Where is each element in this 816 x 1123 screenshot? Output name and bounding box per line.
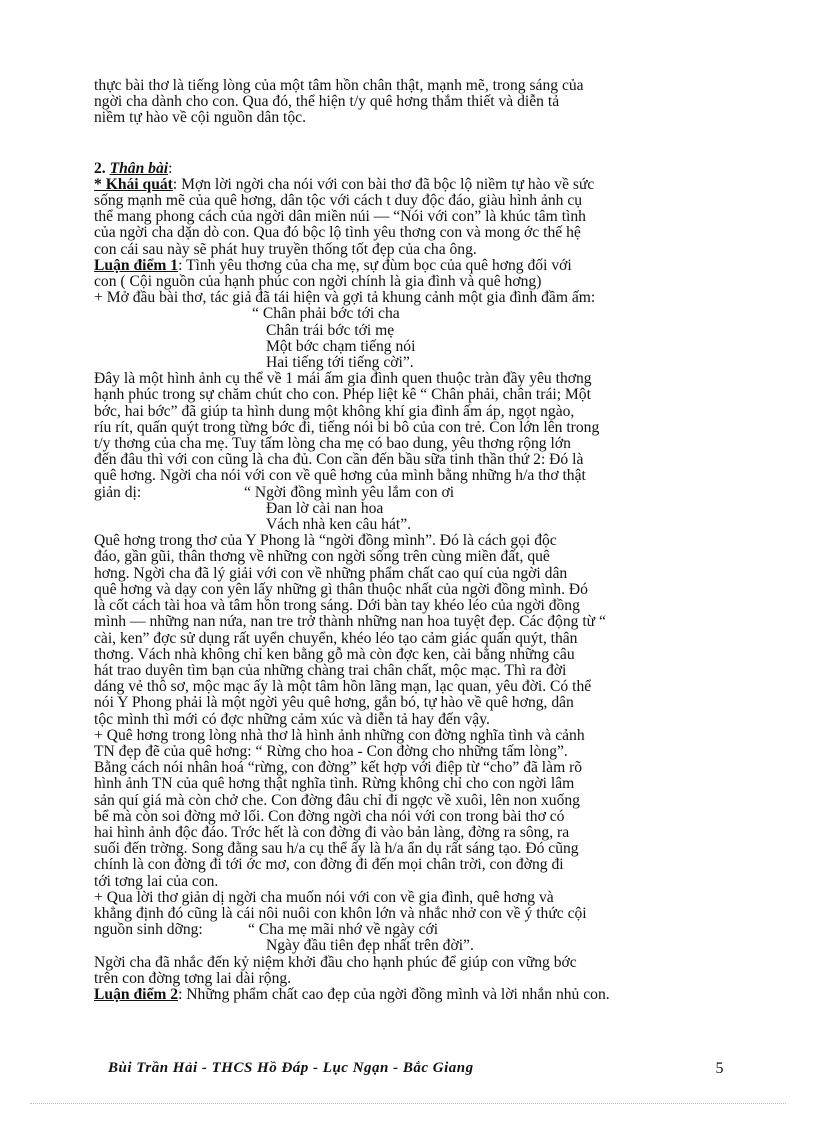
paragraph-6	[94, 955, 734, 987]
text-line: Ngời cha đã nhắc đến kỷ niệm khởi đầu cho hạnh phúc để giúp con vững bớc	[94, 953, 577, 971]
text-line: niềm tự hào về cội nguồn dân tộc.	[94, 109, 306, 127]
text-line	[94, 922, 734, 938]
text-line: con cái sau này sẽ phát huy truyền thống tốt đẹp của cha ông.	[94, 240, 477, 258]
text-line: đến đâu thì với con cũng là cha đủ. Con cần đến bầu sữa tinh thần thứ 2: Đó là	[94, 451, 584, 469]
paragraph-2	[94, 371, 734, 484]
text-line: là cốt cách tài hoa và tâm hồn trong sáng. Dới bàn tay khéo léo của ngời đồng	[94, 597, 580, 615]
text-line: chính là con đờng đi tới ớc mơ, con đờng đi đến mọi chân trời, con đờng đi	[94, 856, 564, 874]
text-line: cài, ken” đợc sử dụng rất uyển chuyển, khéo léo tạo cảm giác quấn quýt, thân	[94, 629, 578, 647]
section-number: 2.	[94, 159, 106, 177]
luan-diem-1-label: Luận điểm 1	[94, 256, 179, 274]
text-line: hơng. Ngời cha đã lý giải với con về những phẩm chất cao quí của ngời dân	[94, 564, 568, 582]
section-title: Thân bài	[109, 159, 169, 177]
text-line: hát trao duyên tìm bạn của những chàng trai chân chất, mộc mạc. Thì ra đời	[94, 661, 567, 679]
paragraph-4	[94, 728, 734, 890]
text-line: suối đến trờng. Song đằng sau h/a cụ thể ấy là h/a ẩn dụ rất sáng tạo. Đó cũng	[94, 840, 579, 858]
text-line: thơng. Vách nhà không chỉ ken bằng gỗ mà còn đợc ken, cài bằng những câu	[94, 645, 575, 663]
text-line: Quê hơng trong thơ của Y Phong là “ngời đồng mình”. Đó là cách gọi độc	[94, 532, 557, 550]
khai-quat-paragraph	[94, 177, 734, 258]
text-line: dáng vẻ thô sơ, mộc mạc ấy là một tâm hồn lãng mạn, lạc quan, yêu đời. Có thể	[94, 678, 592, 696]
poem-line: “ Chân phải bớc tới cha	[252, 305, 400, 323]
poem-line: Ngày đầu tiên đẹp nhất trên đời”.	[266, 937, 474, 955]
text-line: của ngời cha dặn dò con. Qua đó bộc lộ tình yêu thơng con và mong ớc thế hệ	[94, 224, 581, 242]
luan-diem-2-label: Luận điểm 2	[94, 985, 179, 1003]
text-line: nói Y Phong phải là một ngời yêu quê hơng, gắn bó, tự hào về quê hơng, dân	[94, 694, 574, 712]
poem-3-first: “ Cha mẹ mãi nhớ về ngày cới	[248, 921, 439, 939]
para-5-lead: nguồn sinh dỡng:	[94, 921, 203, 939]
text-line: thể mang phong cách của ngời dân miền núi — “Nói với con” là khúc tâm tình	[94, 208, 586, 226]
text-line: + Quê hơng trong lòng nhà thơ là hình ảnh những con đờng nghĩa tình và cảnh	[94, 726, 585, 744]
text-line: hình ảnh TN của quê hơng thật nghĩa tình. Rừng không chỉ cho con ngời lâm	[94, 775, 575, 793]
text-line: trên con đờng tơng lai dài rộng.	[94, 969, 292, 987]
text-line: + Qua lời thơ giản dị ngời cha muốn nói với con về gia đình, quê hơng và	[94, 888, 554, 906]
khai-quat-label: * Khái quát	[94, 175, 173, 193]
text-line: tộc mình thì mới có đợc những cảm xúc và diễn tả hay đến vậy.	[94, 710, 490, 728]
section-colon: :	[168, 159, 173, 177]
text-line: khẳng định đó cũng là cái nôi nuôi con khôn lớn và nhắc nhở con về ý thức cội	[94, 904, 587, 922]
text-line: bể mà còn soi đờng mở lối. Con đờng ngời cha nói với con trong bài thơ có	[94, 807, 565, 825]
poem-line: Vách nhà ken câu hát”.	[266, 516, 412, 534]
text-line: quê hơng và dạy con yên lấy những gì thân thuộc nhất của ngời đồng mình. Đó	[94, 580, 588, 598]
text-line: sống mạnh mẽ của quê hơng, dân tộc với cách t duy độc đáo, giàu hình ảnh cụ	[94, 192, 583, 210]
poem-line: Chân trái bớc tới mẹ	[266, 321, 395, 339]
poem-line	[94, 485, 734, 501]
document-body	[94, 78, 734, 1003]
text-line: bớc, hai bớc” đã giúp ta hình dung một không khí gia đình ấm áp, ngọt ngào,	[94, 402, 575, 420]
poem-2	[94, 485, 734, 534]
text-line	[94, 258, 734, 274]
intro-paragraph	[94, 78, 734, 127]
text-line: quê hơng. Ngời cha nói với con về quê hơng của mình bằng những h/a thơ thật	[94, 467, 586, 485]
text-line: thực bài thơ là tiếng lòng của một tâm hồn chân thật, mạnh mẽ, trong sáng của	[94, 77, 584, 94]
paragraph-3	[94, 533, 734, 727]
poem-1	[94, 306, 734, 371]
poem-line: Hai tiếng tới tiếng cời”.	[266, 354, 414, 372]
poem-line: Đan lờ cài nan hoa	[266, 499, 384, 517]
text-line: sản quí giá mà còn chở che. Con đờng đâu chỉ đi ngợc về xuôi, lên non xuống	[94, 791, 580, 809]
poem-2-lead: giản dị:	[94, 483, 142, 501]
poem-2-first: “ Ngời đồng mình yêu lắm con ơi	[244, 483, 455, 501]
text-line: Đây là một hình ảnh cụ thể về 1 mái ấm gia đình quen thuộc tràn đầy yêu thơng	[94, 370, 592, 388]
text-line	[94, 177, 734, 193]
text-line: t/y thơng của cha mẹ. Tuy tấm lòng cha mẹ có bao dung, yêu thơng rộng lớn	[94, 435, 571, 453]
text-line: ngời cha dành cho con. Qua đó, thể hiện t/y quê hơng thắm thiết và diễn tả	[94, 93, 560, 111]
paragraph-5	[94, 890, 734, 955]
section-heading	[94, 161, 734, 177]
text-line: TN đẹp đẽ của quê hơng: “ Rừng cho hoa - Con đờng cho những tấm lòng”.	[94, 742, 568, 760]
poem-line: Một bớc chạm tiếng nói	[266, 337, 416, 355]
luan-diem-2	[94, 987, 734, 1003]
page-footer	[108, 1060, 724, 1077]
text-line: + Mở đầu bài thơ, tác giả đã tái hiện và gợi tả khung cảnh một gia đình đầm ấm:	[94, 289, 596, 307]
page-bottom-divider	[30, 1103, 786, 1104]
text-line: đáo, gần gũi, thân thơng về những con ngời sống trên cùng miền đất, quê	[94, 548, 550, 566]
text-line: con ( Cội nguồn của hạnh phúc con ngời chính là gia đình và quê hơng)	[94, 273, 542, 291]
footer-author: Bùi Trần Hải - THCS Hồ Đáp - Lục Ngạn - Bắc Giang	[108, 1060, 474, 1076]
khai-quat-first: : Mợn lời ngời cha nói với con bài thơ đã bộc lộ niềm tự hào về sức	[172, 175, 595, 193]
luan-diem-2-rest: : Những phẩm chất cao đẹp của ngời đồng mình và lời nhắn nhủ con.	[178, 985, 610, 1003]
text-line: Bằng cách nói nhân hoá “rừng, con đờng” kết hợp với điệp từ “cho” đã làm rõ	[94, 759, 583, 777]
text-line: tới tơng lai của con.	[94, 872, 219, 890]
text-line: mình — những nan nứa, nan tre trở thành những nan hoa tuyệt đẹp. Các động từ “	[94, 613, 606, 631]
text-line: hai hình ảnh độc đáo. Trớc hết là con đờng đi vào bản làng, đờng ra sông, ra	[94, 823, 570, 841]
page-number: 5	[715, 1060, 724, 1077]
luan-diem-1	[94, 258, 734, 307]
text-line: hạnh phúc trong sự chăm chút cho con. Phép liệt kê “ Chân phải, chân trái; Một	[94, 386, 591, 404]
luan-diem-1-first: : Tình yêu thơng của cha mẹ, sự đùm bọc của quê hơng đối với	[178, 256, 572, 274]
text-line: ríu rít, quấn quýt trong từng bớc đi, tiếng nói bi bô của con trẻ. Con lớn lên trong	[94, 418, 600, 436]
